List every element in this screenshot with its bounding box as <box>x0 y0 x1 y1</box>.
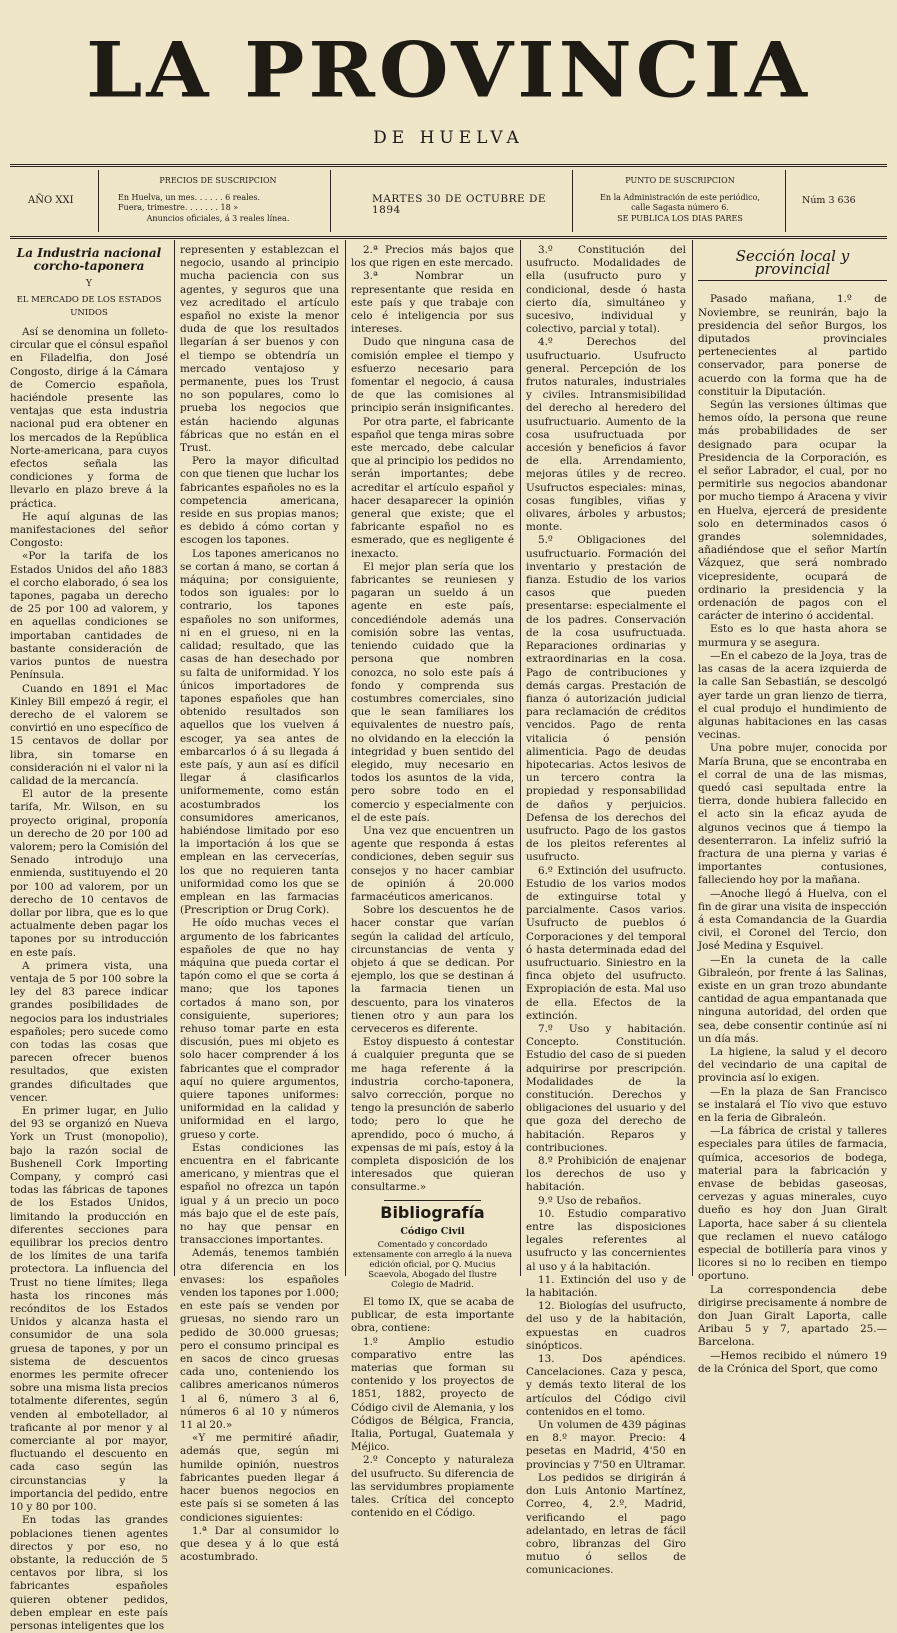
paragraph: El tomo IX, que se acaba de publicar, de esta importante obra, contiene: <box>351 1296 514 1335</box>
paragraph: representen y establezcan el negocio, usando al principio mucha paciencia con sus agentes, y seguros que una vez acreditado el artículo español no existe la menor duda de que los resultados llegarían á ser buenos y con el tiempo se obtendría un mercado ventajoso y permanente, pues los Trust no son populares, como lo prueba los negocios que están haciendo algunas fábricas que no están en el Trust. <box>180 244 339 455</box>
paragraph: En todas las grandes poblaciones tienen agentes directos y por eso, no obstante, la reducción de 5 centavos por libra, si los fabricantes españoles quieren obtener pedidos, deben emplear en este país personas inteligentes que los <box>10 1514 168 1632</box>
paragraph: —En el cabezo de la Joya, tras de las casas de la acera izquierda de la calle San Sebastián, se descolgó ayer tarde un gran lienzo de tierra, el cual produjo el hundimiento de algunas habitaciones en las casas vecinas. <box>698 649 887 742</box>
point-title: PUNTO DE SUSCRIPCION <box>625 176 735 185</box>
section-rule <box>384 1200 482 1201</box>
prices-title: PRECIOS DE SUSCRIPCION <box>159 176 277 185</box>
paragraph: Así se denomina un folleto-circular que el cónsul español en Filadelfia, don José Congosto, dirige á la Cámara de Comercio española, haciéndole presente las ventajas que esta industria nacional pud era obtener en los mercados de la República Norte-americana, para cuyos efectos señala las condiciones y forma de llevarlo en plazo breve á la práctica. <box>10 326 168 510</box>
paragraph: Esto es lo que hasta ahora se murmura y se asegura. <box>698 623 887 649</box>
paragraph: 1.º Amplio estudio comparativo entre las materias que forman su contenido y los proyectos de 1851, 1882, proyecto de Código civil de Alemania, y los Códigos de Bélgica, Francia, Italia, Portugal, Guatemala y Méjico. <box>351 1335 514 1454</box>
paragraph: 9.º Uso de rebaños. <box>538 1194 642 1207</box>
paragraph: «Y me permitiré añadir, además que, según mi humilde opinión, nuestros fabricantes pueden llegar á hacer buenos negocios en este país si se someten á las condiciones siguientes: <box>180 1432 339 1524</box>
issue-date: MARTES 30 DE OCTUBRE DE 1894 <box>372 193 547 216</box>
column-divider <box>345 240 346 1276</box>
paragraph: Por otra parte, el fabricante español que tenga miras sobre este mercado, debe calcular que al principio los pedidos no serán importantes; debe acreditar el artículo español y hacer desaparecer la opinión general que existe; que el fabricante español no es esmerado, que es negligente é inexacto. <box>351 415 514 560</box>
issue-number: Núm 3 636 <box>802 195 856 206</box>
paragraph: El autor de la presente tarifa, Mr. Wilson, en su proyecto original, proponía un derecho de 20 por 100 ad valorem; pero la Comisión del Senado introdujo una enmienda, sustituyendo el 20 por 100 ad valorem, por un derecho de 10 centavos de dollar por libra, que es lo que actualmente deben pagar los tapones por su introducción en este país. <box>10 788 168 959</box>
paragraph: Pasado mañana, 1.º de Noviembre, se reunirán, bajo la presidencia del señor Burgos, los diputados provinciales pertenecientes al partido conservador, para ponerse de acuerdo con la forma que ha de constituir la Diputación. <box>698 293 887 398</box>
column-divider <box>692 240 693 1276</box>
article-continuation-column <box>351 244 514 1520</box>
header-top-rule <box>10 164 887 167</box>
prices-line3: Anuncios oficiales, á 3 reales línea. <box>146 213 290 223</box>
bibliography-subtitle: Código Civil <box>400 1225 465 1237</box>
point-line1: En la Administración de este periódico, <box>600 192 760 202</box>
paragraph: Según las versiones últimas que hemos oído, la persona que reune más probabilidades de ser designado para ocupar la Presidencia de la Corporación, es el señor Labrador, el cual, por no permitirle sus negocios abandonar por mucho tiempo á Aracena y vivir en Huelva, ejercerá de presidente solo en determinados casos ó grandes solemnidades, añadiéndose que el señor Martín Vázquez, que será nombrado vicepresidente, ocupará de ordinario la presidencia y la ordenación de pagos con el carácter de interino ó accidental. <box>698 399 887 623</box>
paragraph: «Por la tarifa de los Estados Unidos del año 1883 el corcho elaborado, ó sea los tapones, pagaba un derecho de 25 por 100 ad valorem, y en aquellas condiciones se importaban cantidades de bastante consideración de varios puntos de nuestra Península. <box>10 550 168 682</box>
subheadline: EL MERCADO DE LOS ESTADOS UNIDOS <box>16 294 162 318</box>
paragraph: La correspondencia debe dirigirse precisamente á nombre de don Juan Giralt Laporta, calle Aribau 5 y 7, apartado 25.—Barcelona. <box>698 1283 887 1349</box>
paragraph: Pero la mayor dificultad con que tienen que luchar los fabricantes españoles no es la competencia americana, reside en sus propias manos; es debido á cómo cortan y escogen los tapones. <box>180 455 339 547</box>
year-label: AÑO XXI <box>28 195 74 206</box>
paragraph: 2.º Concepto y naturaleza del usufructo. Su diferencia de las servidumbres propiamente tales. Crítica del concepto contenido en el Código. <box>351 1454 514 1520</box>
header-divider <box>330 170 331 232</box>
point-line2: calle Sagasta número 6. <box>631 203 729 212</box>
paragraph: Además, tenemos también otra diferencia en los envases: los españoles venden los tapones por 1.000; en este país se venden por gruesas, no siendo raro un pedido de 30.000 gruesas; pero el consumo principal es en sacos de cinco gruesas cada uno, conteniendo los calibres americanos números 1 al 6, número 3 al 6, números 6 al 10 y números 11 al 20.» <box>180 1247 339 1432</box>
column-divider <box>520 240 521 1276</box>
paragraph: —En la cuneta de la calle Gibraleón, por frente á las Salinas, existe en un gran trozo abundante cantidad de agua empantanada que ninguna autoridad, del orden que sea, debe consentir continúe así ni un día más. <box>698 953 887 1045</box>
paragraph: Los tapones americanos no se cortan á mano, se cortan á máquina; por consiguiente, todos son iguales: por lo contrario, los tapones españoles no son uniformes, ni en el grueso, ni en la calidad; resultado, que las casas de han desechado por su falta de uniformidad. Y los únicos importadores de tapones españoles que han obtenido resultados son aquellos que los vuelven á escoger, ya sea antes de embarcarlos ó á su llegada á este país, y aun así es difícil llegar á clasificarlos uniformemente, como están acostumbrados los consumidores americanos, habiéndose limitado por eso la importación á los que se emplean en las cervecerías, los que no requieren tanta uniformidad como los que se emplean en las farmacias (Prescription or Drug Cork). <box>180 547 339 917</box>
paragraph: —La fábrica de cristal y talleres especiales para útiles de farmacia, química, accesorios de bodega, material para la fabricación y envase de bebidas gaseosas, cervezas y aguas minerales, cuyo dueño es hoy don Juan Giralt Laporta, hace saber á su clientela que reclamen el nuevo catálogo especial de botillería para vinos y licores si no lo reciben en tiempo oportuno. <box>698 1125 887 1283</box>
prices-box <box>118 176 318 224</box>
prices-line1: En Huelva, un mes. . . . . . 6 reales. <box>118 192 261 202</box>
paragraph: 6.º Extinción del usufructo. Estudio de los varios modos de extinguirse total y parcialmente. Casos varios. Usufructo de pueblos ó Corporaciones y del temporal ó hasta determinada edad del usufructuario. Siniestro en la finca objeto del usufructo. Expropiación de esta. Mal uso de ella. Efectos de la extinción. <box>526 864 686 1022</box>
bibliography-title: Bibliografía <box>380 1202 485 1222</box>
paragraph: 3.º Constitución del usufructo. Modalidades de ella (usufructo puro y condicional, desde ó hasta cierto día, simultáneo y sucesivo, individual y colectivo, parcial y total). <box>526 244 686 336</box>
paragraph: —Anoche llegó á Huelva, con el fin de girar una visita de inspección á esta Comandancia de la Guardia civil, el Coronel del Tercio, don José Medina y Esquivel. <box>698 887 888 953</box>
paragraph: 12. Biologías del usufructo, del uso y de la habitación, expuestas en cuadros sinópticos. <box>526 1300 686 1352</box>
paragraph: —Hemos recibido el número 19 de la Crónica del Sport, que como <box>698 1349 887 1375</box>
paragraph: He oído muchas veces el argumento de los fabricantes españoles de que no hay máquina que pueda cortar el tapón como el que se corta á mano; que los tapones cortados á mano son, por consiguiente, superiores; rehuso tomar parte en esta discusión, pues mi objeto es solo hacer comprender á los fabricantes que el comprador aquí no quiere argumentos, quiere tapones uniformes: uniformidad en la calidad y uniformidad en el largo, grueso y corte. <box>180 917 339 1141</box>
paragraph: A primera vista, una ventaja de 5 por 100 sobre la ley del 83 parece indicar grandes posibilidades de negocios para los industriales españoles; pero sucede como con todas las cosas que parecen ofrecer buenos resultados, que existen grandes dificultades que vencer. <box>10 959 168 1104</box>
article-continuation-column <box>180 244 339 1564</box>
local-section-column <box>698 244 888 1375</box>
prices-line2: Fuera, trimestre. . . . . . . 18 » <box>118 203 239 212</box>
paragraph: En primer lugar, en Julio del 93 se organizó en Nueva York un Trust (monopolio), bajo la razón social de Bushenell Cork Importing Company, y compró casi todas las fábricas de tapones de los Estados Unidos, limitando la producción en diferentes secciones para equilibrar los precios dentro de los límites de una tarifa protectora. La influencia del Trust no tiene límites; llega hasta los rincones más recónditos de los Estados Unidos y alcanza hasta el consumidor de una sola gruesa de tapones, y por un sistema de descuentos enormes les permite ofrecer sobre una misma lista precios totalmente diferentes, según venden al embotellador, al traficante al por menor y al comerciante al por mayor, fluctuando el descuento en cada caso según las circunstancias y la importancia del pedido, entre 10 y 80 por 100. <box>10 1105 168 1514</box>
paragraph: Dudo que ninguna casa de comisión emplee el tiempo y esfuerzo necesario para fomentar el negocio, á causa de que las comisiones al principio serán insignificantes. <box>351 336 514 415</box>
paragraph: 5.º Obligaciones del usufructuario. Formación del inventario y prestación de fianza. Estudio de los varios casos que pueden presentarse: especialmente el de los padres. Conservación de la cosa usufructuada. Reparaciones ordinarias y extraordinarias en la cosa. Pago de contribuciones y demás cargas. Prestación de fianza ó autorización judicial para reclamación de créditos vencidos. Pago de renta vitalicia ó pensión alimenticia. Pago de deudas hipotecarias. Actos lesivos de un tercero contra la propiedad y responsabilidad de daños y perjuicios. Defensa de los derechos del usufructo. Pago de los gastos de los pleitos referentes al usufructo. <box>526 534 686 864</box>
header-bottom-rule <box>10 236 887 239</box>
paragraph: Una pobre mujer, conocida por María Bruna, que se encontraba en el corral de una de las mismas, quedó casi sepultada entre la tierra, donde hubiera fallecido en el acto sin la eficaz ayuda de algunos vecinos que á tiempo la desenterraron. La infeliz sufrió la fractura de una pierna y varias é importantes contusiones, falleciendo hoy por la mañana. <box>698 742 887 887</box>
bibliography-continuation-column <box>526 244 686 1577</box>
header-divider <box>785 170 786 232</box>
paragraph: 13. Dos apéndices. Cancelaciones. Caza y pesca, y demás texto literal de los artículos del Código civil contenidos en el tomo. <box>526 1353 686 1418</box>
paragraph: Cuando en 1891 el Mac Kinley Bill empezó á regir, el derecho de el valorem se convirtió en uno específico de 15 centavos de dollar por libra, sin tomarse en consideración ni el valor ni la calidad de la mercancía. <box>10 682 168 787</box>
paragraph: Sobre los descuentos he de hacer constar que varían según la calidad del artículo, circunstancias de venta y objeto á que se dedican. Por ejemplo, los que se destinan á la farmacia tienen un descuento, para los vinateros tienen otro y aun para los cerveceros es diferente. <box>351 904 514 1035</box>
paragraph: He aquí algunas de las manifestaciones del señor Congosto: <box>10 510 168 550</box>
paragraph: 4.º Derechos del usufructuario. Usufructo general. Percepción de los frutos naturales, industriales y civiles. Intransmisibilidad del derecho al heredero del usufructuario. Aumento de la cosa usufructuada por accesión y beneficios á favor de ella. Arrendamiento, mejoras útiles y de recreo. Usufructos especiales: minas, cosas fungibles, viñas y olivares, árboles y arbustos; monte. <box>526 336 686 534</box>
paragraph: Estas condiciones las encuentra en el fabricante americano, y mientras que el español no ofrezca un tapón igual y á un precio un poco más bajo que el de este país, no hay que pensar en transacciones importantes. <box>180 1141 339 1247</box>
paragraph: 8.º Prohibición de enajenar los derechos de uso y habitación. <box>526 1155 686 1194</box>
paragraph: 3.ª Nombrar un representante que resida en este país y que trabaje con celo é inteligencia por sus intereses. <box>351 270 514 336</box>
section-title: Sección local y provincial <box>698 250 887 281</box>
column-divider <box>174 240 175 1276</box>
headline: La Industria nacional corcho-taponera <box>16 246 162 274</box>
paragraph: Una vez que encuentren un agente que responda á estas condiciones, deben seguir sus consejos y no hacer cambiar de opinión á 20.000 farmacéuticos americanos. <box>351 824 514 903</box>
subscription-point <box>585 176 775 224</box>
paragraph: La higiene, la salud y el decoro del vecindario de una capital de provincia así lo exigen. <box>698 1045 887 1085</box>
paragraph: —En la plaza de San Francisco se instalará el Tío vivo que estuvo en la feria de Gibraleón. <box>698 1085 887 1124</box>
masthead-subtitle: DE HUELVA <box>373 128 524 148</box>
header-divider <box>98 170 99 232</box>
masthead-title: LA PROVINCIA <box>86 25 811 115</box>
header-divider <box>572 170 573 232</box>
paragraph: Estoy dispuesto á contestar á cualquier pregunta que se me haga referente á la industria corcho-taponera, salvo corrección, porque no tengo la presunción de saberlo todo; pero lo que he aprendido, poco ó mucho, á expensas de mi país, estoy á la completa disposición de los interesados que quieran consultarme.» <box>351 1036 514 1194</box>
paragraph: El mejor plan sería que los fabricantes se reuniesen y pagaran un sueldo á un agente en este país, concediéndole además una comisión sobre las ventas, teniendo cuidado que la persona que nombren conozca, no solo este país á fondo y comprenda sus costumbres comerciales, sino que le sean familiares los equivalentes de nuestro país, no olvidando en la elección la integridad y buen sentido del elegido, muy necesario en todos los asuntos de la vida, pero sobre todo en el comercio y especialmente con el de este país. <box>351 560 514 824</box>
paragraph: 1.ª Dar al consumidor lo que desea y á lo que está acostumbrado. <box>180 1524 339 1564</box>
paragraph: 11. Extinción del uso y de la habitación. <box>526 1273 686 1300</box>
headline-connector: Y <box>86 279 92 290</box>
point-line3: SE PUBLICA LOS DIAS PARES <box>617 213 743 223</box>
paragraph: 10. Estudio comparativo entre las disposiciones legales referentes al usufructo y las concernientes al uso y á la habitación. <box>526 1207 686 1273</box>
bibliography-note: Comentado y concordado extensamente con arreglo á la nueva edición oficial, por Q. Mucius Scaevola, Abogado del Ilustre Colegio de Madrid. <box>352 1240 513 1291</box>
paragraph: Un volumen de 439 páginas en 8.º mayor. Precio: 4 pesetas en Madrid, 4'50 en provincias y 7'50 en Ultramar. <box>526 1419 686 1471</box>
paragraph: 2.ª Precios más bajos que los que rigen en este mercado. <box>351 244 514 270</box>
paragraph: Los pedidos se dirigirán á don Luis Antonio Martínez, Correo, 4, 2.º, Madrid, verificando el pago adelantado, en letras de fácil cobro, libranzas del Giro mutuo ó sellos de comunicaciones. <box>526 1471 686 1577</box>
paragraph: 7.º Uso y habitación. Concepto. Constitución. Estudio del caso de si pueden adquirirse por prescripción. Modalidades de la constitución. Derechos y obligaciones del usuario y del que goza del derecho de habitación. Reparos y contribuciones. <box>526 1022 686 1154</box>
article-corcho-column <box>10 244 168 1632</box>
